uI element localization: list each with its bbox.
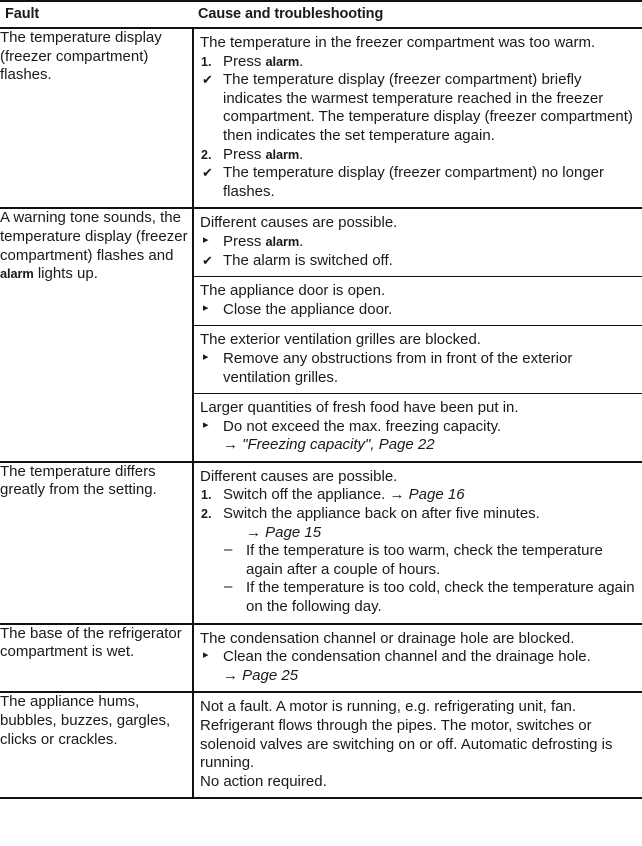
action-text: Close the appliance door.: [223, 300, 393, 318]
result-text: The temperature display (freezer compartment) no longer flashes.: [223, 164, 605, 200]
cause-intro: The condensation channel or drainage hole are blocked.: [200, 629, 575, 647]
action-text: Press: [223, 232, 266, 250]
cause-content: [193, 462, 642, 624]
cause-description: Not a fault. A motor is running, e.g. refrigerating unit, fan. Refrigerant flows through the pipes. The motor, switches or solenoid valves are switching on or off. Automatic defrosting is running.: [200, 698, 613, 772]
fault-description: The temperature display (freezer compartment) flashes.: [0, 28, 193, 208]
list-item: [200, 164, 636, 201]
list-item: [200, 486, 636, 505]
cause-intro: Different causes are possible.: [200, 214, 398, 232]
step-text: Press: [223, 145, 266, 163]
dash-bullet-icon: –: [224, 578, 233, 596]
cause-block: [194, 29, 642, 207]
control-name: alarm: [265, 233, 300, 249]
list-item: [200, 648, 636, 685]
triangle-bullet-icon: ▸: [203, 350, 209, 363]
step-number-marker: 2.: [201, 147, 212, 162]
cause-block: [194, 209, 642, 276]
table-row: [0, 208, 642, 462]
list-item: [200, 53, 636, 72]
list-item: [200, 146, 636, 165]
triangle-bullet-icon: ▸: [203, 301, 209, 314]
sub-note-text: If the temperature is too cold, check the temperature again on the following day.: [246, 579, 635, 616]
step-text: Press: [223, 52, 266, 70]
triangle-bullet-icon: ▸: [203, 418, 209, 431]
cause-block: [194, 276, 642, 325]
step-list: [200, 486, 636, 616]
cause-intro: Different causes are possible.: [200, 467, 398, 485]
step-text: Switch off the appliance.: [223, 486, 390, 504]
list-item: [200, 505, 636, 542]
cause-block: [194, 325, 642, 393]
cross-reference[interactable]: → Page 16: [389, 486, 465, 504]
step-list: [200, 53, 636, 202]
table-header-row: [0, 1, 642, 28]
list-item: [200, 301, 636, 320]
action-text: Remove any obstructions from in front of the exterior ventilation grilles.: [223, 349, 573, 386]
control-name: alarm: [0, 266, 34, 282]
action-text: Clean the condensation channel and the drainage hole.: [223, 648, 591, 666]
table-row: [0, 624, 642, 693]
cause-block: [194, 393, 642, 461]
fault-description: The appliance hums, bubbles, buzzes, gargles, clicks or crackles.: [0, 692, 193, 798]
action-list: [200, 233, 636, 270]
cause-content: [193, 624, 642, 693]
action-list: [200, 418, 636, 437]
control-name: alarm: [265, 53, 300, 69]
fault-text: A warning tone sounds, the temperature display (freezer compartment) flashes and: [0, 209, 188, 264]
cause-intro: The temperature in the freezer compartment was too warm.: [200, 34, 596, 51]
check-icon: ✔: [202, 252, 213, 268]
step-number-marker: 1.: [201, 488, 212, 503]
cause-content: [193, 208, 642, 462]
cross-reference[interactable]: → Page 25: [223, 666, 299, 684]
cause-block: [194, 625, 642, 692]
cause-intro: The appliance door is open.: [200, 282, 386, 300]
cause-content: [193, 692, 642, 798]
cause-intro: The exterior ventilation grilles are blocked.: [200, 331, 481, 349]
list-item: [200, 252, 636, 271]
list-item: [200, 233, 636, 252]
fault-text-tail: lights up.: [33, 265, 98, 283]
control-name: alarm: [265, 146, 300, 162]
sub-note-text: If the temperature is too warm, check the temperature again after a couple of hours.: [246, 542, 603, 578]
cause-block: [194, 463, 642, 623]
result-text: The temperature display (freezer compartment) briefly indicates the warmest temperature reached in the freezer compartment. The temperature display (freezer compartment) then indicates the set temperature again.: [223, 71, 633, 144]
cause-note: No action required.: [200, 772, 327, 790]
step-text: Switch the appliance back on after five minutes.: [223, 505, 540, 523]
step-number-marker: 2.: [201, 507, 212, 522]
table-row: [0, 462, 642, 624]
cross-reference[interactable]: → "Freezing capacity", Page 22: [223, 436, 435, 454]
column-header-fault: Fault: [0, 1, 193, 28]
check-icon: ✔: [202, 165, 213, 181]
cause-content: [193, 28, 642, 208]
step-text-tail: .: [299, 52, 304, 70]
column-header-cause: Cause and troubleshooting: [193, 1, 642, 28]
dash-bullet-icon: –: [224, 541, 233, 559]
step-number-marker: 1.: [201, 54, 212, 69]
triangle-bullet-icon: ▸: [203, 649, 209, 662]
action-list: [200, 648, 636, 685]
action-text-tail: .: [299, 232, 304, 250]
action-text: Do not exceed the max. freezing capacity.: [223, 417, 502, 435]
check-icon: ✔: [202, 72, 213, 88]
action-list: [200, 301, 636, 320]
list-item: [200, 542, 636, 579]
table-row: [0, 692, 642, 798]
fault-description: [0, 208, 193, 462]
result-text: The alarm is switched off.: [223, 251, 393, 269]
list-item: [200, 579, 636, 616]
cause-intro: Larger quantities of fresh food have been put in.: [200, 399, 519, 417]
table-row: [0, 28, 642, 208]
step-text-tail: .: [299, 145, 304, 163]
list-item: [200, 350, 636, 387]
fault-description: The base of the refrigerator compartment is wet.: [0, 624, 193, 693]
action-list: [200, 350, 636, 387]
cross-reference[interactable]: → Page 15: [246, 523, 322, 541]
list-item: [200, 418, 636, 437]
list-item: [200, 71, 636, 145]
cause-block: [194, 693, 642, 797]
fault-description: The temperature differs greatly from the setting.: [0, 462, 193, 624]
triangle-bullet-icon: ▸: [203, 233, 209, 246]
